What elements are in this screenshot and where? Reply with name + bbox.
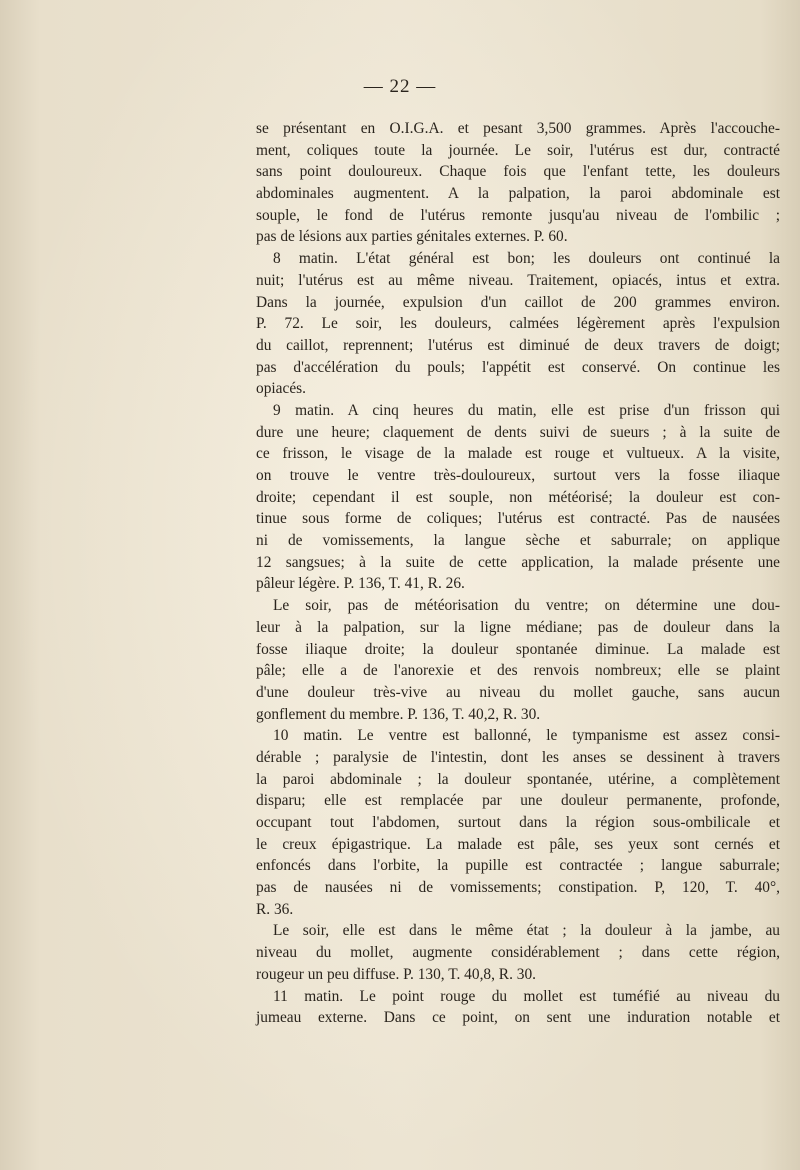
text-line: rougeur un peu diffuse. P. 130, T. 40,8, R. 30. (256, 965, 537, 983)
text-line: opiacés. (256, 380, 306, 398)
text-line: le creux épigastrique. La malade est pâle, ses yeux sont cernés et (256, 835, 780, 853)
text-line: Le soir, pas de météorisation du ventre; on détermine une dou- (273, 597, 780, 615)
text-line: pâle; elle a de l'anorexie et des renvois nombreux; elle se plaint (256, 662, 780, 680)
body-text (256, 118, 780, 1029)
text-line: abdominales augmentent. A la palpation, la paroi abdominale est (256, 185, 780, 203)
text-line: droite; cependant il est souple, non météorisé; la douleur est con- (256, 488, 780, 506)
text-line: fosse iliaque droite; la douleur spontanée diminue. La malade est (256, 640, 780, 658)
text-line: pas de nausées ni de vomissements; constipation. P, 120, T. 40°, (256, 879, 780, 897)
text-line: dure une heure; claquement de dents suivi de sueurs ; à la suite de (256, 423, 780, 441)
text-line: 10 matin. Le ventre est ballonné, le tympanisme est assez consi- (273, 727, 780, 745)
text-line: jumeau externe. Dans ce point, on sent une induration notable et (256, 1009, 780, 1027)
text-line: pâleur légère. P. 136, T. 41, R. 26. (256, 575, 465, 593)
text-line: niveau du mollet, augmente considérablement ; dans cette région, (256, 944, 780, 962)
text-line: enfoncés dans l'orbite, la pupille est contractée ; langue saburrale; (256, 857, 780, 875)
text-line: 8 matin. L'état général est bon; les douleurs ont continué la (273, 250, 780, 268)
text-line: sans point douloureux. Chaque fois que l'enfant tette, les douleurs (256, 163, 780, 181)
text-line: du caillot, reprennent; l'utérus est diminué de deux travers de doigt; (256, 336, 780, 354)
text-line: ni de vomissements, la langue sèche et saburrale; on applique (256, 532, 780, 550)
text-line: on trouve le ventre très-douloureux, surtout vers la fosse iliaque (256, 467, 780, 484)
page-number: — 22 — (363, 76, 437, 97)
text-line: pas d'accélération du pouls; l'appétit est conservé. On continue les (256, 358, 780, 376)
text-line: gonflement du membre. P. 136, T. 40,2, R. 30. (256, 705, 541, 723)
text-line: 9 matin. A cinq heures du matin, elle est prise d'un frisson qui (273, 401, 780, 419)
text-line: leur à la palpation, sur la ligne médiane; pas de douleur dans la (256, 618, 780, 636)
text-line: Dans la journée, expulsion d'un caillot de 200 grammes environ. (256, 293, 780, 311)
text-line: R. 36. (256, 900, 294, 918)
text-line: ce frisson, le visage de la malade est rouge et vultueux. A la visite, (256, 445, 780, 463)
text-line: disparu; elle est remplacée par une douleur permanente, profonde, (256, 792, 780, 810)
text-line: tinue sous forme de coliques; l'utérus est contracté. Pas de nausées (256, 510, 780, 528)
text-line: dérable ; paralysie de l'intestin, dont les anses se dessinent à travers (256, 748, 780, 766)
text-line: nuit; l'utérus est au même niveau. Traitement, opiacés, intus et extra. (256, 271, 780, 289)
text-line: pas de lésions aux parties génitales externes. P. 60. (256, 228, 568, 246)
text-line: Le soir, elle est dans le même état ; la douleur à la jambe, au (273, 922, 780, 940)
text-line: occupant tout l'abdomen, surtout dans la région sous-ombilicale et (256, 814, 780, 831)
text-line: 11 matin. Le point rouge du mollet est tuméfié au niveau du (273, 987, 780, 1005)
text-line: ment, coliques toute la journée. Le soir, l'utérus est dur, contracté (256, 141, 780, 159)
text-line: la paroi abdominale ; la douleur spontanée, utérine, a complètement (256, 770, 780, 788)
text-line: d'une douleur très-vive au niveau du mollet gauche, sans aucun (256, 683, 780, 701)
text-line: souple, le fond de l'utérus remonte jusqu'au niveau de l'ombilic ; (256, 206, 780, 224)
text-line: P. 72. Le soir, les douleurs, calmées légèrement après l'expulsion (256, 315, 780, 333)
text-line: se présentant en O.I.G.A. et pesant 3,500 grammes. Après l'accouche- (256, 120, 780, 137)
text-line: 12 sangsues; à la suite de cette application, la malade présente une (256, 553, 780, 571)
